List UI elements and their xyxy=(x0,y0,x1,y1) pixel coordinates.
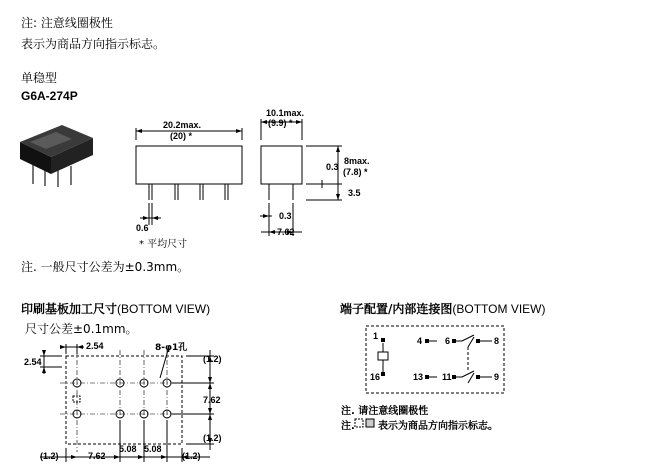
terminal-note-polarity: 注. 请注意线圈极性 xyxy=(341,406,429,417)
outline-pin-width: 0.6 xyxy=(136,223,149,233)
terminal-note-prefix: 注. xyxy=(341,421,355,432)
outline-depth-avg: (9.9) * xyxy=(268,118,293,128)
pcb-title-en: (BOTTOM VIEW) xyxy=(117,302,211,316)
pcb-dim-pitch-y: 2.54 xyxy=(24,357,42,367)
pcb-hole-label: 8-φ1孔 xyxy=(155,343,188,353)
pcb-dim-x-spacing: 7.62 xyxy=(88,451,106,461)
outline-pin-length: 3.5 xyxy=(348,188,361,198)
outline-width-max: 20.2max. xyxy=(163,120,202,130)
pcb-dim-pitch-b2: 5.08 xyxy=(144,444,162,454)
average-dimension-note: * 平均尺寸 xyxy=(139,239,188,250)
outline-standoff: 0.3 xyxy=(326,162,339,172)
model-number: G6A-274P xyxy=(21,89,78,103)
pcb-title-cn: 印刷基板加工尺寸 xyxy=(21,302,118,316)
terminal-title-cn: 端子配置/内部连接图 xyxy=(340,302,453,316)
outline-depth-max: 10.1max. xyxy=(266,108,305,118)
pcb-dim-bottom-margin: (1.2) xyxy=(203,433,222,443)
note-direction-mark: 表示为商品方向指示标志。 xyxy=(21,37,166,51)
pin-16: 16 xyxy=(370,372,381,382)
relay-type-label: 单稳型 xyxy=(21,71,58,85)
pin-13: 13 xyxy=(413,372,424,382)
pin-6: 6 xyxy=(445,336,451,346)
pcb-dim-top-margin: (1.2) xyxy=(203,354,222,364)
terminal-note-direction: 表示为商品方向指示标志。 xyxy=(378,421,498,432)
pcb-dim-row-spacing: 7.62 xyxy=(203,395,221,405)
pcb-dim-pitch-x: 2.54 xyxy=(86,341,104,351)
outline-height-max: 8max. xyxy=(344,156,370,166)
pcb-tolerance: 尺寸公差±0.1mm。 xyxy=(25,322,138,336)
pin-11: 11 xyxy=(442,372,452,382)
pcb-dim-right-margin: (1.2) xyxy=(182,451,201,461)
outline-width-avg: (20) * xyxy=(170,131,193,141)
general-tolerance-note: 注. 一般尺寸公差为±0.3mm。 xyxy=(21,260,190,274)
pcb-dim-left-margin: (1.2) xyxy=(40,451,59,461)
note-coil-polarity: 注: 注意线圈极性 xyxy=(21,16,113,30)
pin-1: 1 xyxy=(373,331,379,341)
outline-height-avg: (7.8) * xyxy=(343,167,368,177)
pin-9: 9 xyxy=(494,372,500,382)
pin-4: 4 xyxy=(417,336,423,346)
pcb-dim-pitch-b1: 5.08 xyxy=(119,444,137,454)
outline-pin-row-pitch: 7.62 xyxy=(277,227,295,237)
outline-pin-thickness: 0.3 xyxy=(279,211,292,221)
terminal-title-en: (BOTTOM VIEW) xyxy=(452,302,546,316)
pin-8: 8 xyxy=(494,336,500,346)
